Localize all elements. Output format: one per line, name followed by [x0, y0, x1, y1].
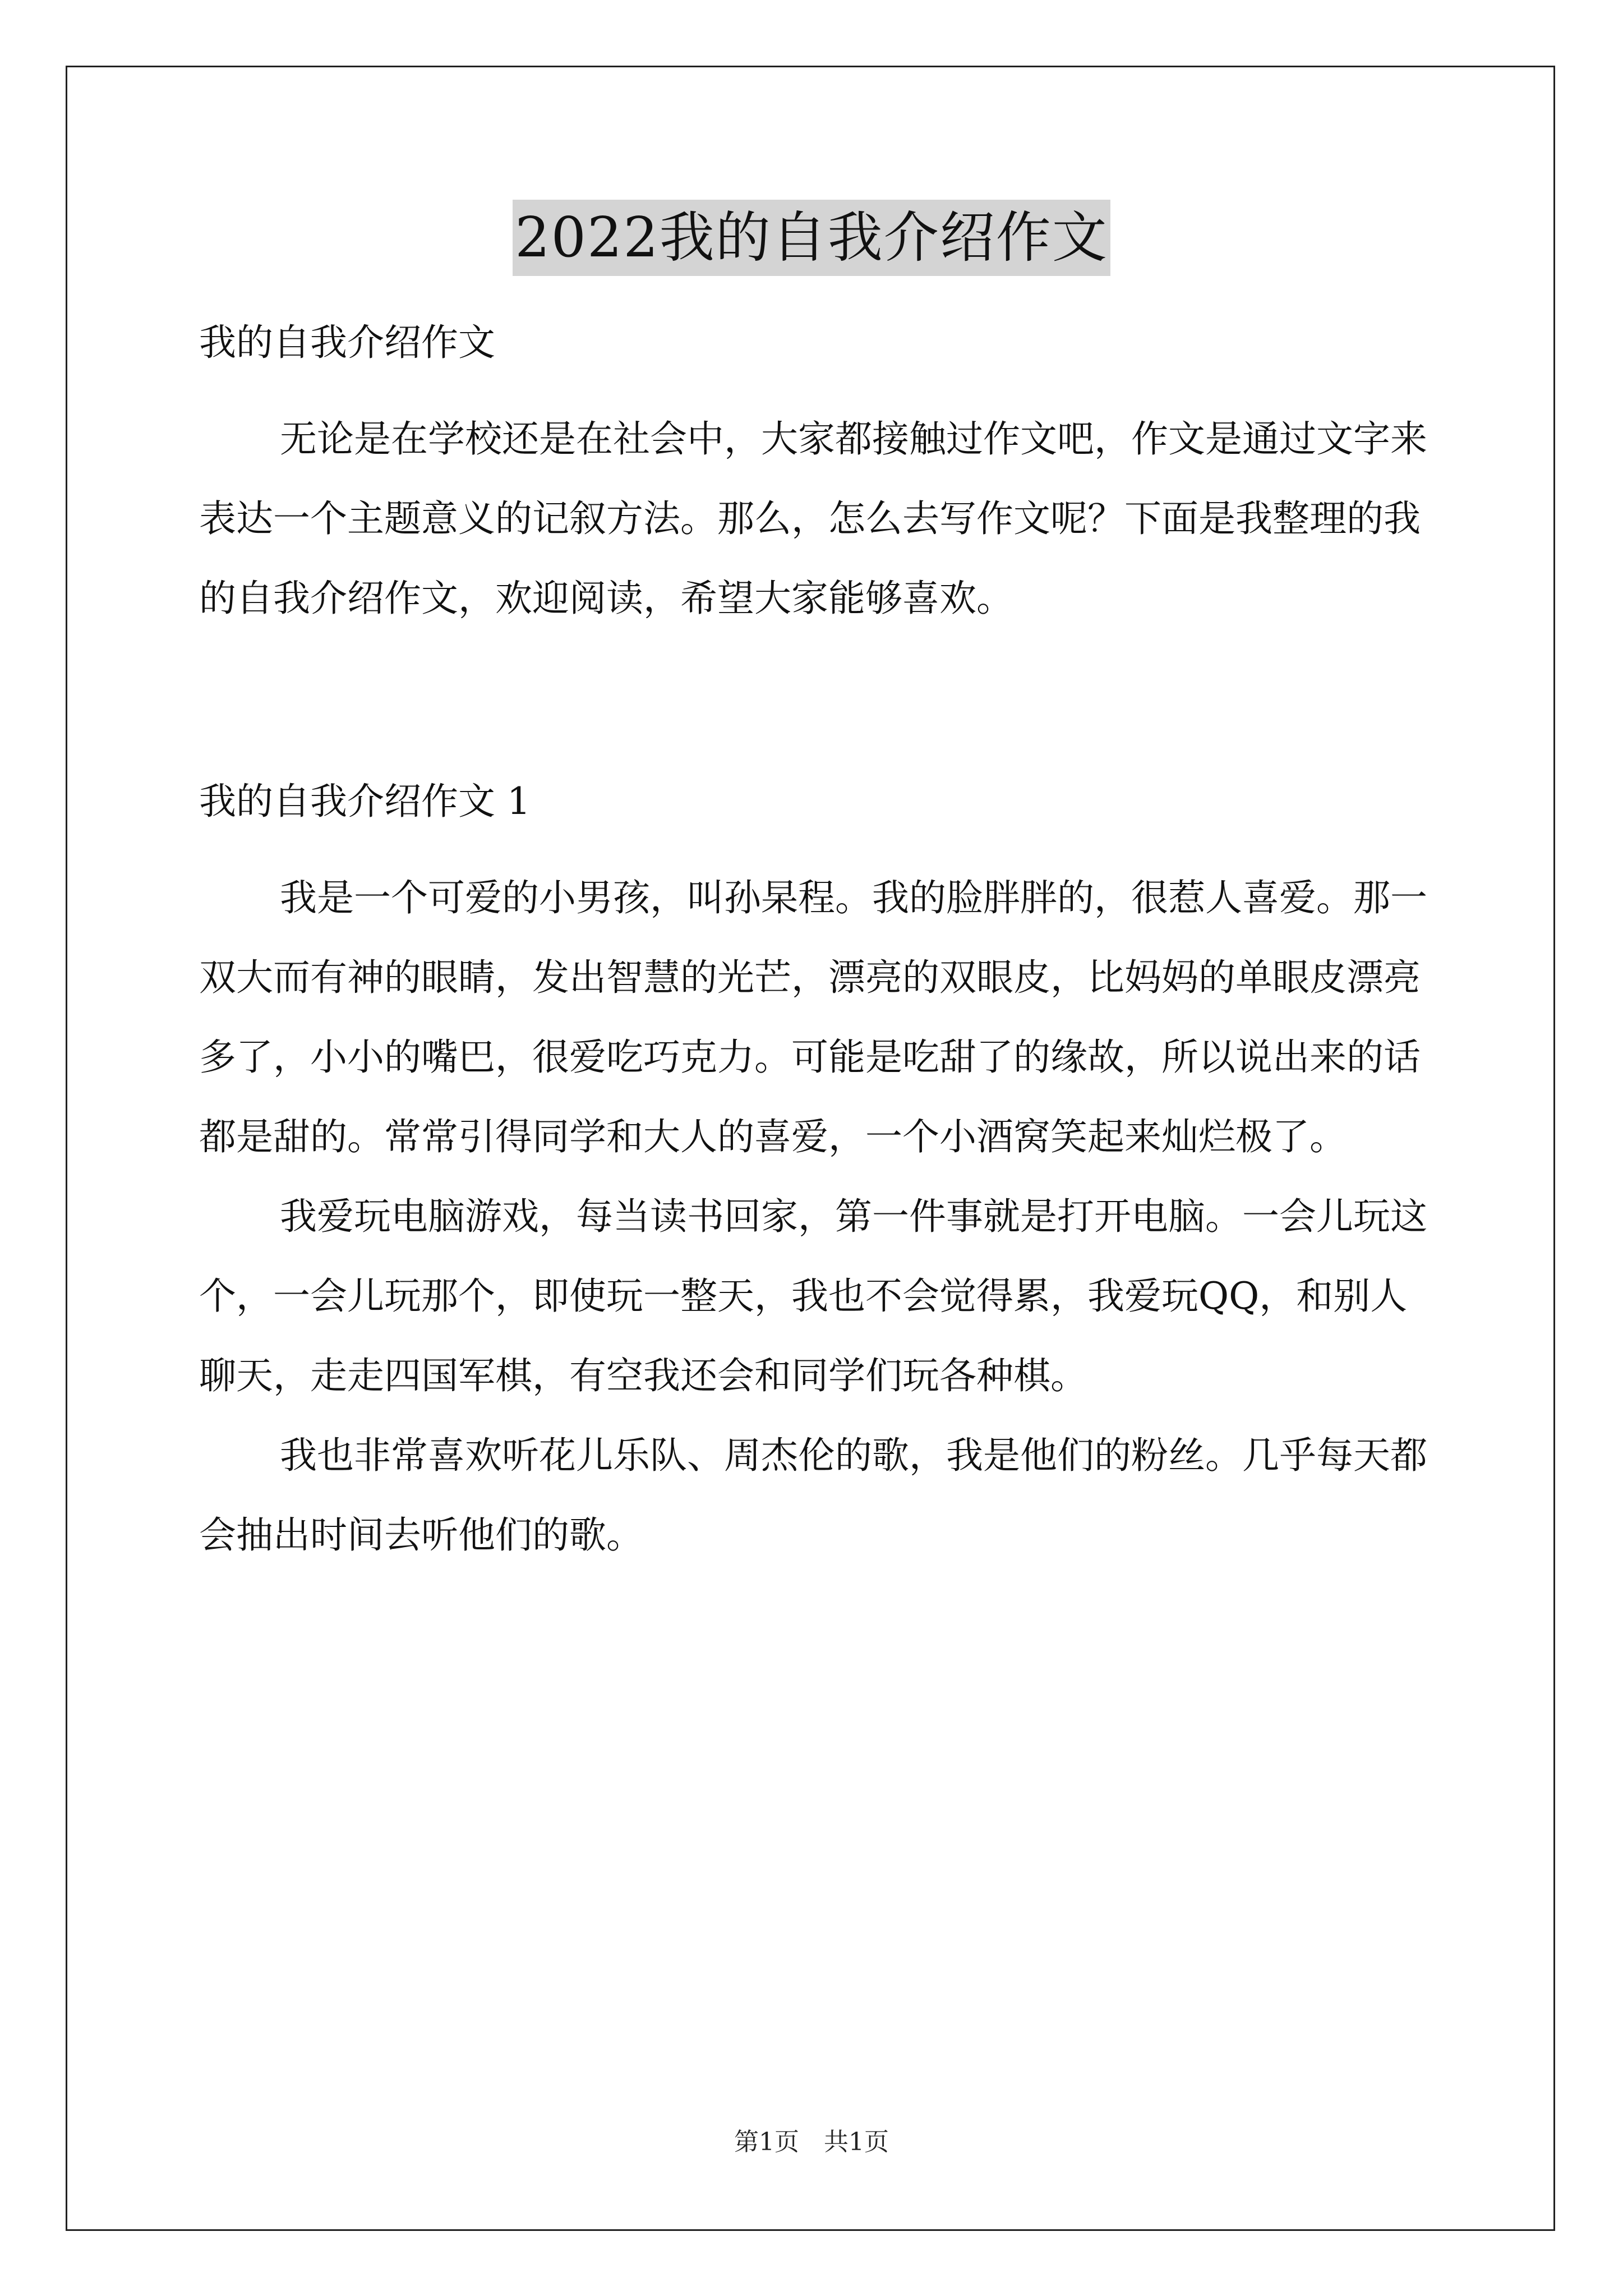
- section1-paragraph: 我是一个可爱的小男孩，叫孙杲程。我的脸胖胖的，很惹人喜爱。那一双大而有神的眼睛，发出智慧的光芒，漂亮的双眼皮，比妈妈的单眼皮漂亮多了，小小的嘴巴，很爱吃巧克力。可能是吃甜了的缘故，所以说出来的话都是甜的。常常引得同学和大人的喜爱，一个小酒窝笑起来灿烂极了。: [199, 876, 1427, 1158]
- title-container: [0, 200, 1623, 276]
- section1-paragraph: 我也非常喜欢听花儿乐队、周杰伦的歌，我是他们的粉丝。几乎每天都会抽出时间去听他们的歌。: [199, 1434, 1427, 1557]
- document-body: [199, 303, 1438, 1575]
- intro-heading: 我的自我介绍作文: [199, 321, 495, 364]
- page-footer: 第1页 共1页: [734, 2128, 889, 2156]
- section1-paragraph: 我爱玩电脑游戏，每当读书回家，第一件事就是打开电脑。一会儿玩这个，一会儿玩那个，即使玩一整天，我也不会觉得累，我爱玩QQ，和别人聊天，走走四国军棋，有空我还会和同学们玩各种棋。: [199, 1195, 1427, 1397]
- document-title: 2022我的自我介绍作文: [513, 200, 1110, 276]
- intro-paragraph: 无论是在学校还是在社会中，大家都接触过作文吧，作文是通过文字来表达一个主题意义的记叙方法。那么，怎么去写作文呢？下面是我整理的我的自我介绍作文，欢迎阅读，希望大家能够喜欢。: [199, 417, 1427, 620]
- section1-heading: 我的自我介绍作文 1: [199, 780, 531, 823]
